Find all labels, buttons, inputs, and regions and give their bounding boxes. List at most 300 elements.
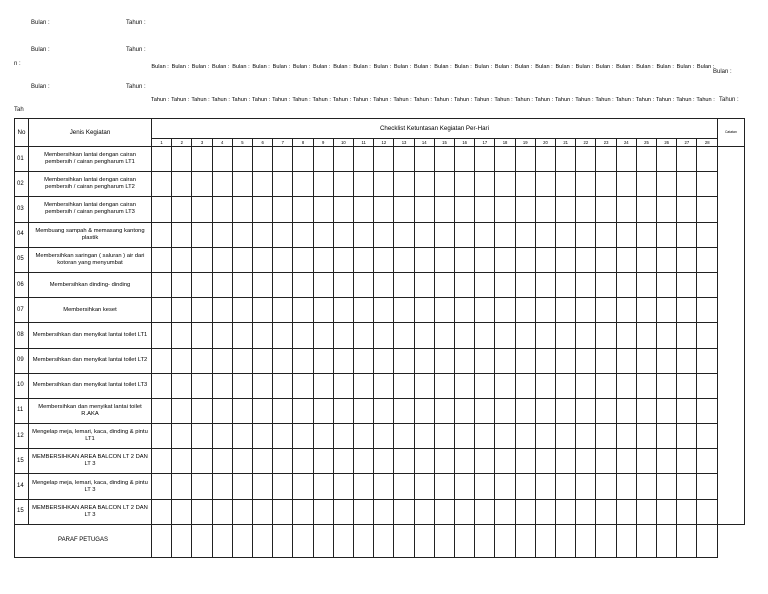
check-cell-day-20[interactable] — [535, 323, 555, 348]
check-cell-day-14[interactable] — [414, 348, 434, 373]
check-cell-day-24[interactable] — [616, 348, 636, 373]
check-cell-day-10[interactable] — [333, 197, 353, 222]
check-cell-day-26[interactable] — [657, 348, 677, 373]
check-cell-day-12[interactable] — [374, 474, 394, 499]
check-cell-day-9[interactable] — [313, 398, 333, 423]
check-cell-day-20[interactable] — [535, 398, 555, 423]
check-cell-day-14[interactable] — [414, 222, 434, 247]
check-cell-day-4[interactable] — [212, 272, 232, 297]
check-cell-day-4[interactable] — [212, 197, 232, 222]
check-cell-day-15[interactable] — [434, 424, 454, 449]
check-cell-day-27[interactable] — [677, 272, 697, 297]
check-cell-day-21[interactable] — [556, 424, 576, 449]
check-cell-day-4[interactable] — [212, 147, 232, 172]
check-cell-day-15[interactable] — [434, 373, 454, 398]
check-cell-day-20[interactable] — [535, 147, 555, 172]
check-cell-day-10[interactable] — [333, 449, 353, 474]
check-cell-day-4[interactable] — [212, 373, 232, 398]
check-cell-day-7[interactable] — [273, 449, 293, 474]
check-cell-day-20[interactable] — [535, 298, 555, 323]
check-cell-day-9[interactable] — [313, 424, 333, 449]
signature-cell-day-12[interactable] — [374, 524, 394, 557]
check-cell-day-13[interactable] — [394, 222, 414, 247]
check-cell-day-20[interactable] — [535, 172, 555, 197]
check-cell-day-18[interactable] — [495, 424, 515, 449]
check-cell-day-7[interactable] — [273, 373, 293, 398]
check-cell-day-12[interactable] — [374, 247, 394, 272]
check-cell-day-8[interactable] — [293, 449, 313, 474]
signature-cell-day-26[interactable] — [657, 524, 677, 557]
check-cell-day-6[interactable] — [253, 222, 273, 247]
check-cell-day-10[interactable] — [333, 474, 353, 499]
check-cell-day-19[interactable] — [515, 499, 535, 524]
check-cell-day-6[interactable] — [253, 424, 273, 449]
check-cell-day-4[interactable] — [212, 424, 232, 449]
check-cell-day-12[interactable] — [374, 298, 394, 323]
signature-cell-day-22[interactable] — [576, 524, 596, 557]
check-cell-day-28[interactable] — [697, 147, 717, 172]
note-cell[interactable] — [717, 147, 744, 525]
check-cell-day-26[interactable] — [657, 424, 677, 449]
check-cell-day-17[interactable] — [475, 323, 495, 348]
signature-cell-day-13[interactable] — [394, 524, 414, 557]
check-cell-day-10[interactable] — [333, 298, 353, 323]
check-cell-day-28[interactable] — [697, 449, 717, 474]
check-cell-day-24[interactable] — [616, 272, 636, 297]
check-cell-day-1[interactable] — [152, 298, 172, 323]
check-cell-day-21[interactable] — [556, 348, 576, 373]
check-cell-day-7[interactable] — [273, 272, 293, 297]
check-cell-day-26[interactable] — [657, 222, 677, 247]
check-cell-day-17[interactable] — [475, 398, 495, 423]
check-cell-day-26[interactable] — [657, 197, 677, 222]
check-cell-day-23[interactable] — [596, 197, 616, 222]
check-cell-day-14[interactable] — [414, 499, 434, 524]
check-cell-day-20[interactable] — [535, 348, 555, 373]
check-cell-day-25[interactable] — [636, 197, 656, 222]
check-cell-day-25[interactable] — [636, 398, 656, 423]
check-cell-day-1[interactable] — [152, 272, 172, 297]
check-cell-day-8[interactable] — [293, 474, 313, 499]
check-cell-day-13[interactable] — [394, 348, 414, 373]
check-cell-day-9[interactable] — [313, 272, 333, 297]
check-cell-day-11[interactable] — [354, 398, 374, 423]
check-cell-day-28[interactable] — [697, 197, 717, 222]
check-cell-day-17[interactable] — [475, 499, 495, 524]
check-cell-day-25[interactable] — [636, 247, 656, 272]
check-cell-day-6[interactable] — [253, 172, 273, 197]
check-cell-day-17[interactable] — [475, 172, 495, 197]
signature-cell-day-19[interactable] — [515, 524, 535, 557]
check-cell-day-28[interactable] — [697, 348, 717, 373]
check-cell-day-15[interactable] — [434, 272, 454, 297]
check-cell-day-15[interactable] — [434, 474, 454, 499]
check-cell-day-10[interactable] — [333, 398, 353, 423]
check-cell-day-16[interactable] — [455, 172, 475, 197]
check-cell-day-3[interactable] — [192, 197, 212, 222]
check-cell-day-23[interactable] — [596, 298, 616, 323]
check-cell-day-9[interactable] — [313, 298, 333, 323]
check-cell-day-12[interactable] — [374, 172, 394, 197]
check-cell-day-17[interactable] — [475, 147, 495, 172]
check-cell-day-28[interactable] — [697, 424, 717, 449]
check-cell-day-23[interactable] — [596, 272, 616, 297]
check-cell-day-6[interactable] — [253, 298, 273, 323]
check-cell-day-21[interactable] — [556, 247, 576, 272]
check-cell-day-4[interactable] — [212, 499, 232, 524]
check-cell-day-16[interactable] — [455, 449, 475, 474]
check-cell-day-10[interactable] — [333, 323, 353, 348]
check-cell-day-10[interactable] — [333, 222, 353, 247]
check-cell-day-18[interactable] — [495, 298, 515, 323]
check-cell-day-23[interactable] — [596, 222, 616, 247]
check-cell-day-3[interactable] — [192, 298, 212, 323]
check-cell-day-5[interactable] — [232, 298, 252, 323]
check-cell-day-24[interactable] — [616, 247, 636, 272]
signature-cell-day-9[interactable] — [313, 524, 333, 557]
check-cell-day-13[interactable] — [394, 247, 414, 272]
check-cell-day-7[interactable] — [273, 247, 293, 272]
check-cell-day-3[interactable] — [192, 424, 212, 449]
check-cell-day-22[interactable] — [576, 298, 596, 323]
check-cell-day-22[interactable] — [576, 348, 596, 373]
check-cell-day-24[interactable] — [616, 222, 636, 247]
check-cell-day-4[interactable] — [212, 449, 232, 474]
check-cell-day-24[interactable] — [616, 197, 636, 222]
check-cell-day-1[interactable] — [152, 348, 172, 373]
check-cell-day-28[interactable] — [697, 323, 717, 348]
check-cell-day-10[interactable] — [333, 147, 353, 172]
check-cell-day-18[interactable] — [495, 172, 515, 197]
check-cell-day-19[interactable] — [515, 147, 535, 172]
check-cell-day-5[interactable] — [232, 348, 252, 373]
check-cell-day-5[interactable] — [232, 247, 252, 272]
check-cell-day-2[interactable] — [172, 247, 192, 272]
check-cell-day-2[interactable] — [172, 172, 192, 197]
check-cell-day-14[interactable] — [414, 474, 434, 499]
check-cell-day-18[interactable] — [495, 197, 515, 222]
check-cell-day-5[interactable] — [232, 323, 252, 348]
check-cell-day-20[interactable] — [535, 247, 555, 272]
check-cell-day-27[interactable] — [677, 247, 697, 272]
check-cell-day-1[interactable] — [152, 449, 172, 474]
check-cell-day-10[interactable] — [333, 247, 353, 272]
check-cell-day-10[interactable] — [333, 172, 353, 197]
check-cell-day-13[interactable] — [394, 398, 414, 423]
check-cell-day-18[interactable] — [495, 499, 515, 524]
check-cell-day-19[interactable] — [515, 197, 535, 222]
check-cell-day-17[interactable] — [475, 197, 495, 222]
check-cell-day-24[interactable] — [616, 147, 636, 172]
check-cell-day-28[interactable] — [697, 398, 717, 423]
check-cell-day-18[interactable] — [495, 348, 515, 373]
check-cell-day-19[interactable] — [515, 398, 535, 423]
check-cell-day-14[interactable] — [414, 449, 434, 474]
check-cell-day-26[interactable] — [657, 298, 677, 323]
check-cell-day-16[interactable] — [455, 398, 475, 423]
check-cell-day-12[interactable] — [374, 222, 394, 247]
check-cell-day-15[interactable] — [434, 398, 454, 423]
check-cell-day-21[interactable] — [556, 197, 576, 222]
check-cell-day-24[interactable] — [616, 398, 636, 423]
check-cell-day-15[interactable] — [434, 348, 454, 373]
check-cell-day-2[interactable] — [172, 197, 192, 222]
check-cell-day-19[interactable] — [515, 247, 535, 272]
check-cell-day-10[interactable] — [333, 424, 353, 449]
check-cell-day-14[interactable] — [414, 323, 434, 348]
check-cell-day-22[interactable] — [576, 373, 596, 398]
check-cell-day-9[interactable] — [313, 197, 333, 222]
check-cell-day-26[interactable] — [657, 172, 677, 197]
check-cell-day-21[interactable] — [556, 298, 576, 323]
check-cell-day-23[interactable] — [596, 499, 616, 524]
check-cell-day-4[interactable] — [212, 172, 232, 197]
signature-cell-day-11[interactable] — [354, 524, 374, 557]
check-cell-day-18[interactable] — [495, 247, 515, 272]
check-cell-day-8[interactable] — [293, 323, 313, 348]
check-cell-day-8[interactable] — [293, 272, 313, 297]
check-cell-day-4[interactable] — [212, 323, 232, 348]
check-cell-day-27[interactable] — [677, 398, 697, 423]
check-cell-day-18[interactable] — [495, 449, 515, 474]
check-cell-day-10[interactable] — [333, 499, 353, 524]
check-cell-day-5[interactable] — [232, 172, 252, 197]
check-cell-day-22[interactable] — [576, 474, 596, 499]
check-cell-day-17[interactable] — [475, 424, 495, 449]
check-cell-day-6[interactable] — [253, 323, 273, 348]
check-cell-day-24[interactable] — [616, 373, 636, 398]
check-cell-day-17[interactable] — [475, 348, 495, 373]
check-cell-day-2[interactable] — [172, 272, 192, 297]
check-cell-day-11[interactable] — [354, 247, 374, 272]
check-cell-day-5[interactable] — [232, 147, 252, 172]
check-cell-day-26[interactable] — [657, 474, 677, 499]
check-cell-day-16[interactable] — [455, 474, 475, 499]
signature-cell-day-5[interactable] — [232, 524, 252, 557]
check-cell-day-9[interactable] — [313, 323, 333, 348]
signature-cell-day-17[interactable] — [475, 524, 495, 557]
check-cell-day-23[interactable] — [596, 424, 616, 449]
check-cell-day-16[interactable] — [455, 147, 475, 172]
check-cell-day-26[interactable] — [657, 272, 677, 297]
check-cell-day-16[interactable] — [455, 373, 475, 398]
check-cell-day-18[interactable] — [495, 323, 515, 348]
check-cell-day-22[interactable] — [576, 272, 596, 297]
check-cell-day-7[interactable] — [273, 424, 293, 449]
check-cell-day-21[interactable] — [556, 323, 576, 348]
signature-cell-day-8[interactable] — [293, 524, 313, 557]
check-cell-day-12[interactable] — [374, 323, 394, 348]
check-cell-day-23[interactable] — [596, 323, 616, 348]
signature-cell-day-18[interactable] — [495, 524, 515, 557]
check-cell-day-9[interactable] — [313, 348, 333, 373]
check-cell-day-24[interactable] — [616, 424, 636, 449]
check-cell-day-3[interactable] — [192, 449, 212, 474]
check-cell-day-23[interactable] — [596, 449, 616, 474]
check-cell-day-24[interactable] — [616, 474, 636, 499]
check-cell-day-1[interactable] — [152, 398, 172, 423]
check-cell-day-2[interactable] — [172, 424, 192, 449]
check-cell-day-8[interactable] — [293, 348, 313, 373]
check-cell-day-13[interactable] — [394, 172, 414, 197]
check-cell-day-14[interactable] — [414, 172, 434, 197]
check-cell-day-1[interactable] — [152, 424, 172, 449]
check-cell-day-7[interactable] — [273, 197, 293, 222]
check-cell-day-4[interactable] — [212, 222, 232, 247]
signature-cell-day-25[interactable] — [636, 524, 656, 557]
check-cell-day-12[interactable] — [374, 499, 394, 524]
signature-cell-day-20[interactable] — [535, 524, 555, 557]
check-cell-day-9[interactable] — [313, 172, 333, 197]
check-cell-day-19[interactable] — [515, 222, 535, 247]
check-cell-day-14[interactable] — [414, 373, 434, 398]
check-cell-day-17[interactable] — [475, 247, 495, 272]
check-cell-day-22[interactable] — [576, 222, 596, 247]
check-cell-day-27[interactable] — [677, 172, 697, 197]
check-cell-day-11[interactable] — [354, 197, 374, 222]
check-cell-day-20[interactable] — [535, 499, 555, 524]
check-cell-day-22[interactable] — [576, 247, 596, 272]
check-cell-day-7[interactable] — [273, 474, 293, 499]
check-cell-day-21[interactable] — [556, 398, 576, 423]
check-cell-day-3[interactable] — [192, 222, 212, 247]
check-cell-day-27[interactable] — [677, 449, 697, 474]
check-cell-day-7[interactable] — [273, 298, 293, 323]
check-cell-day-26[interactable] — [657, 323, 677, 348]
check-cell-day-1[interactable] — [152, 323, 172, 348]
check-cell-day-5[interactable] — [232, 499, 252, 524]
check-cell-day-28[interactable] — [697, 474, 717, 499]
check-cell-day-2[interactable] — [172, 373, 192, 398]
check-cell-day-1[interactable] — [152, 172, 172, 197]
check-cell-day-18[interactable] — [495, 474, 515, 499]
check-cell-day-5[interactable] — [232, 474, 252, 499]
check-cell-day-12[interactable] — [374, 424, 394, 449]
check-cell-day-24[interactable] — [616, 499, 636, 524]
check-cell-day-11[interactable] — [354, 323, 374, 348]
check-cell-day-6[interactable] — [253, 373, 273, 398]
check-cell-day-7[interactable] — [273, 323, 293, 348]
check-cell-day-9[interactable] — [313, 449, 333, 474]
check-cell-day-4[interactable] — [212, 348, 232, 373]
check-cell-day-25[interactable] — [636, 424, 656, 449]
check-cell-day-21[interactable] — [556, 172, 576, 197]
check-cell-day-2[interactable] — [172, 398, 192, 423]
check-cell-day-28[interactable] — [697, 272, 717, 297]
check-cell-day-19[interactable] — [515, 172, 535, 197]
check-cell-day-12[interactable] — [374, 373, 394, 398]
check-cell-day-15[interactable] — [434, 222, 454, 247]
check-cell-day-3[interactable] — [192, 172, 212, 197]
check-cell-day-8[interactable] — [293, 222, 313, 247]
check-cell-day-25[interactable] — [636, 147, 656, 172]
check-cell-day-8[interactable] — [293, 172, 313, 197]
check-cell-day-13[interactable] — [394, 147, 414, 172]
check-cell-day-5[interactable] — [232, 197, 252, 222]
check-cell-day-25[interactable] — [636, 373, 656, 398]
check-cell-day-6[interactable] — [253, 449, 273, 474]
check-cell-day-17[interactable] — [475, 373, 495, 398]
check-cell-day-8[interactable] — [293, 197, 313, 222]
check-cell-day-16[interactable] — [455, 348, 475, 373]
check-cell-day-1[interactable] — [152, 147, 172, 172]
check-cell-day-4[interactable] — [212, 474, 232, 499]
check-cell-day-18[interactable] — [495, 398, 515, 423]
check-cell-day-9[interactable] — [313, 474, 333, 499]
check-cell-day-27[interactable] — [677, 348, 697, 373]
check-cell-day-22[interactable] — [576, 147, 596, 172]
check-cell-day-5[interactable] — [232, 424, 252, 449]
check-cell-day-9[interactable] — [313, 147, 333, 172]
check-cell-day-19[interactable] — [515, 373, 535, 398]
check-cell-day-4[interactable] — [212, 398, 232, 423]
check-cell-day-16[interactable] — [455, 247, 475, 272]
check-cell-day-6[interactable] — [253, 474, 273, 499]
check-cell-day-5[interactable] — [232, 373, 252, 398]
check-cell-day-3[interactable] — [192, 474, 212, 499]
signature-cell-day-3[interactable] — [192, 524, 212, 557]
check-cell-day-22[interactable] — [576, 499, 596, 524]
check-cell-day-11[interactable] — [354, 499, 374, 524]
check-cell-day-20[interactable] — [535, 474, 555, 499]
check-cell-day-16[interactable] — [455, 424, 475, 449]
check-cell-day-20[interactable] — [535, 424, 555, 449]
check-cell-day-13[interactable] — [394, 298, 414, 323]
check-cell-day-17[interactable] — [475, 222, 495, 247]
check-cell-day-25[interactable] — [636, 348, 656, 373]
check-cell-day-14[interactable] — [414, 272, 434, 297]
check-cell-day-23[interactable] — [596, 348, 616, 373]
check-cell-day-17[interactable] — [475, 474, 495, 499]
check-cell-day-14[interactable] — [414, 424, 434, 449]
check-cell-day-5[interactable] — [232, 272, 252, 297]
check-cell-day-9[interactable] — [313, 373, 333, 398]
check-cell-day-20[interactable] — [535, 222, 555, 247]
check-cell-day-13[interactable] — [394, 272, 414, 297]
check-cell-day-14[interactable] — [414, 147, 434, 172]
check-cell-day-12[interactable] — [374, 449, 394, 474]
check-cell-day-21[interactable] — [556, 147, 576, 172]
check-cell-day-27[interactable] — [677, 373, 697, 398]
check-cell-day-7[interactable] — [273, 147, 293, 172]
check-cell-day-26[interactable] — [657, 373, 677, 398]
check-cell-day-22[interactable] — [576, 172, 596, 197]
check-cell-day-21[interactable] — [556, 373, 576, 398]
check-cell-day-13[interactable] — [394, 474, 414, 499]
check-cell-day-7[interactable] — [273, 348, 293, 373]
check-cell-day-19[interactable] — [515, 348, 535, 373]
signature-cell-day-28[interactable] — [697, 524, 717, 557]
check-cell-day-27[interactable] — [677, 197, 697, 222]
check-cell-day-26[interactable] — [657, 398, 677, 423]
check-cell-day-3[interactable] — [192, 398, 212, 423]
check-cell-day-12[interactable] — [374, 398, 394, 423]
check-cell-day-22[interactable] — [576, 424, 596, 449]
signature-cell-day-15[interactable] — [434, 524, 454, 557]
check-cell-day-20[interactable] — [535, 373, 555, 398]
check-cell-day-24[interactable] — [616, 323, 636, 348]
signature-cell-day-6[interactable] — [253, 524, 273, 557]
signature-cell-day-16[interactable] — [455, 524, 475, 557]
check-cell-day-12[interactable] — [374, 348, 394, 373]
check-cell-day-3[interactable] — [192, 499, 212, 524]
check-cell-day-19[interactable] — [515, 298, 535, 323]
check-cell-day-22[interactable] — [576, 323, 596, 348]
check-cell-day-17[interactable] — [475, 272, 495, 297]
check-cell-day-28[interactable] — [697, 247, 717, 272]
check-cell-day-13[interactable] — [394, 373, 414, 398]
check-cell-day-15[interactable] — [434, 197, 454, 222]
